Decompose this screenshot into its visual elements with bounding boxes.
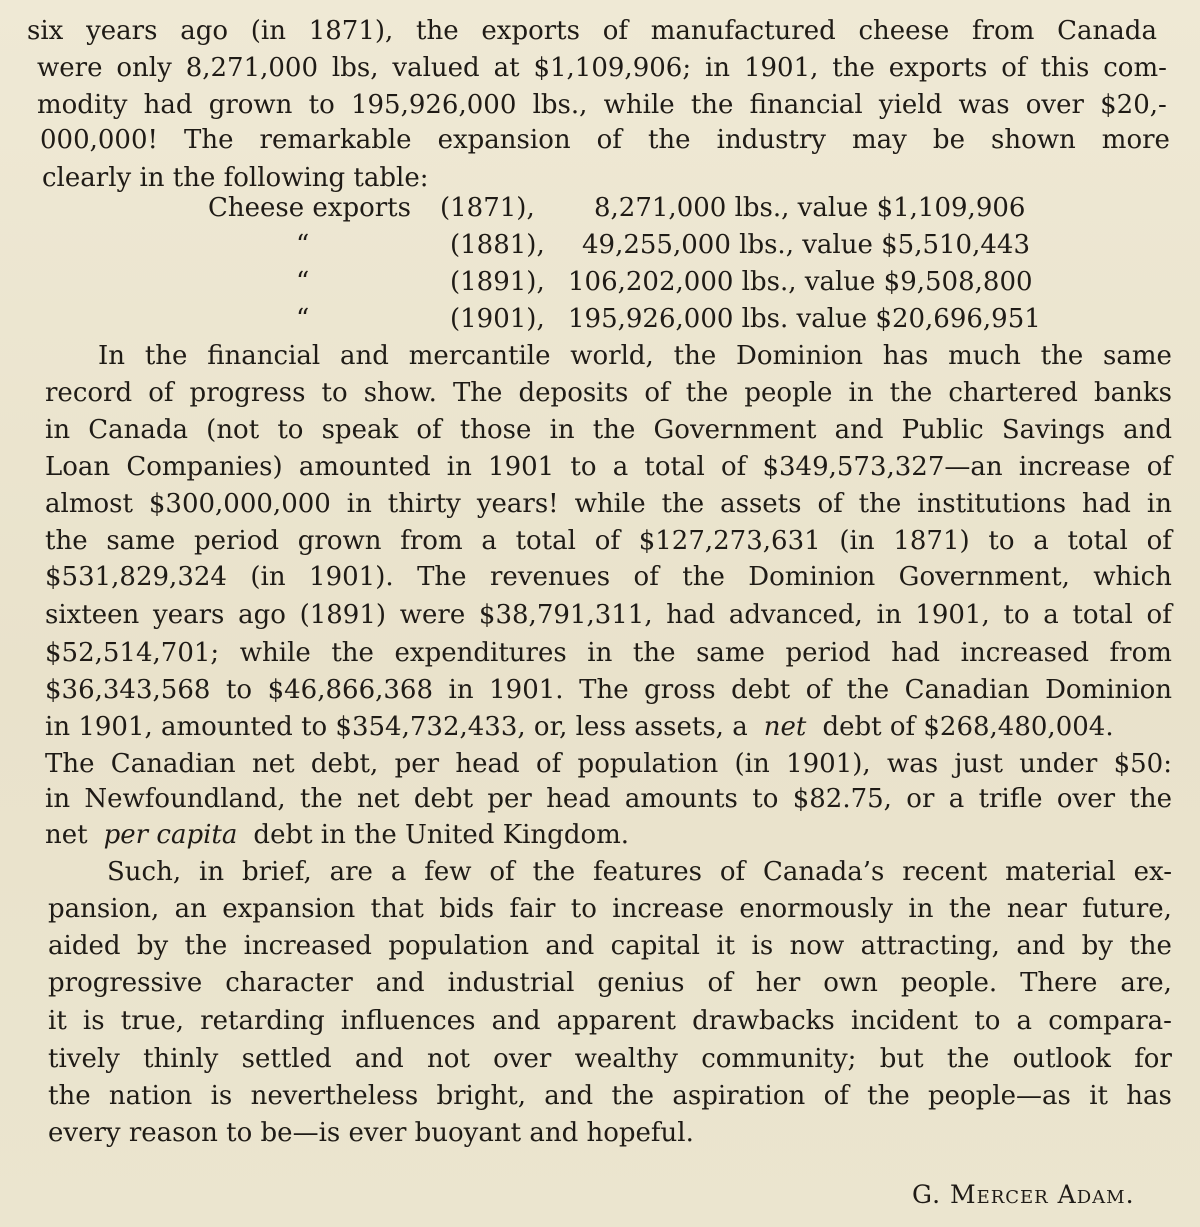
text-line: in Canada (not to speak of those in the Government and Public Savings and	[45, 415, 1172, 445]
table-row-label: “	[296, 230, 310, 260]
text-segment: debt of $268,480,004.	[822, 712, 1114, 742]
text-line	[45, 714, 1172, 740]
text-line: clearly in the following table:	[42, 163, 429, 193]
text-line	[45, 822, 629, 848]
text-line: aided by the increased population and capital it is now attracting, and by the	[48, 931, 1172, 961]
table-row-year: (1901),	[450, 304, 545, 334]
text-line: progressive character and industrial genius of her own people. There are,	[48, 968, 1172, 998]
text-line: Such, in brief, are a few of the features of Canada’s recent material ex-	[107, 857, 1172, 887]
text-line: six years ago (in 1871), the exports of manufactured cheese from Canada	[27, 16, 1157, 46]
text-line: In the financial and mercantile world, the Dominion has much the same	[98, 341, 1172, 371]
text-line: sixteen years ago (1891) were $38,791,311, had advanced, in 1901, to a total of	[45, 600, 1172, 630]
text-line: were only 8,271,000 lbs, valued at $1,109,906; in 1901, the exports of this com-	[37, 53, 1167, 83]
text-segment: debt in the United Kingdom.	[253, 820, 630, 850]
table-row-quantity: 106,202,000 lbs., value $9,508,800	[568, 267, 1033, 297]
table-row-quantity: 49,255,000 lbs., value $5,510,443	[582, 230, 1030, 260]
table-row-year: (1881),	[450, 230, 545, 260]
text-line: almost $300,000,000 in thirty years! while the assets of the institutions had in	[45, 489, 1172, 519]
text-line: modity had grown to 195,926,000 lbs., while the financial yield was over $20,-	[37, 90, 1167, 120]
author-signature: G. Mercer Adam.	[912, 1180, 1135, 1209]
text-line: 000,000! The remarkable expansion of the industry may be shown more	[40, 125, 1170, 155]
table-row-quantity: 195,926,000 lbs. value $20,696,951	[568, 304, 1041, 334]
text-line: the same period grown from a total of $127,273,631 (in 1871) to a total of	[45, 526, 1172, 556]
table-row-year: (1891),	[450, 267, 545, 297]
text-line: pansion, an expansion that bids fair to increase enormously in the near future,	[48, 894, 1172, 924]
text-line: it is true, retarding influences and apparent drawbacks incident to a compara-	[48, 1006, 1172, 1036]
italic-text: per capita	[103, 820, 238, 850]
text-line: in Newfoundland, the net debt per head amounts to $82.75, or a trifle over the	[45, 784, 1172, 814]
text-line: the nation is nevertheless bright, and the aspiration of the people—as it has	[48, 1081, 1172, 1111]
text-line: $531,829,324 (in 1901). The revenues of the Dominion Government, which	[45, 562, 1172, 592]
table-row-label: Cheese exports	[208, 193, 411, 223]
text-segment: net	[45, 820, 88, 850]
table-row-label: “	[296, 267, 310, 297]
table-row-year: (1871),	[440, 193, 535, 223]
text-line: The Canadian net debt, per head of population (in 1901), was just under $50:	[45, 749, 1172, 779]
text-line: every reason to be—is ever buoyant and hopeful.	[48, 1118, 694, 1148]
text-line: $36,343,568 to $46,866,368 in 1901. The gross debt of the Canadian Dominion	[45, 675, 1172, 705]
text-line: $52,514,701; while the expenditures in the same period had increased from	[45, 638, 1172, 668]
text-line: Loan Companies) amounted in 1901 to a total of $349,573,327—an increase of	[45, 452, 1172, 482]
text-line: record of progress to show. The deposits of the people in the chartered banks	[45, 378, 1172, 408]
table-row-quantity: 8,271,000 lbs., value $1,109,906	[594, 193, 1026, 223]
table-row-label: “	[296, 304, 310, 334]
italic-text: net	[763, 712, 807, 742]
text-segment: in 1901, amounted to $354,732,433, or, less assets, a	[45, 712, 748, 742]
text-line: tively thinly settled and not over wealthy community; but the outlook for	[48, 1044, 1172, 1074]
